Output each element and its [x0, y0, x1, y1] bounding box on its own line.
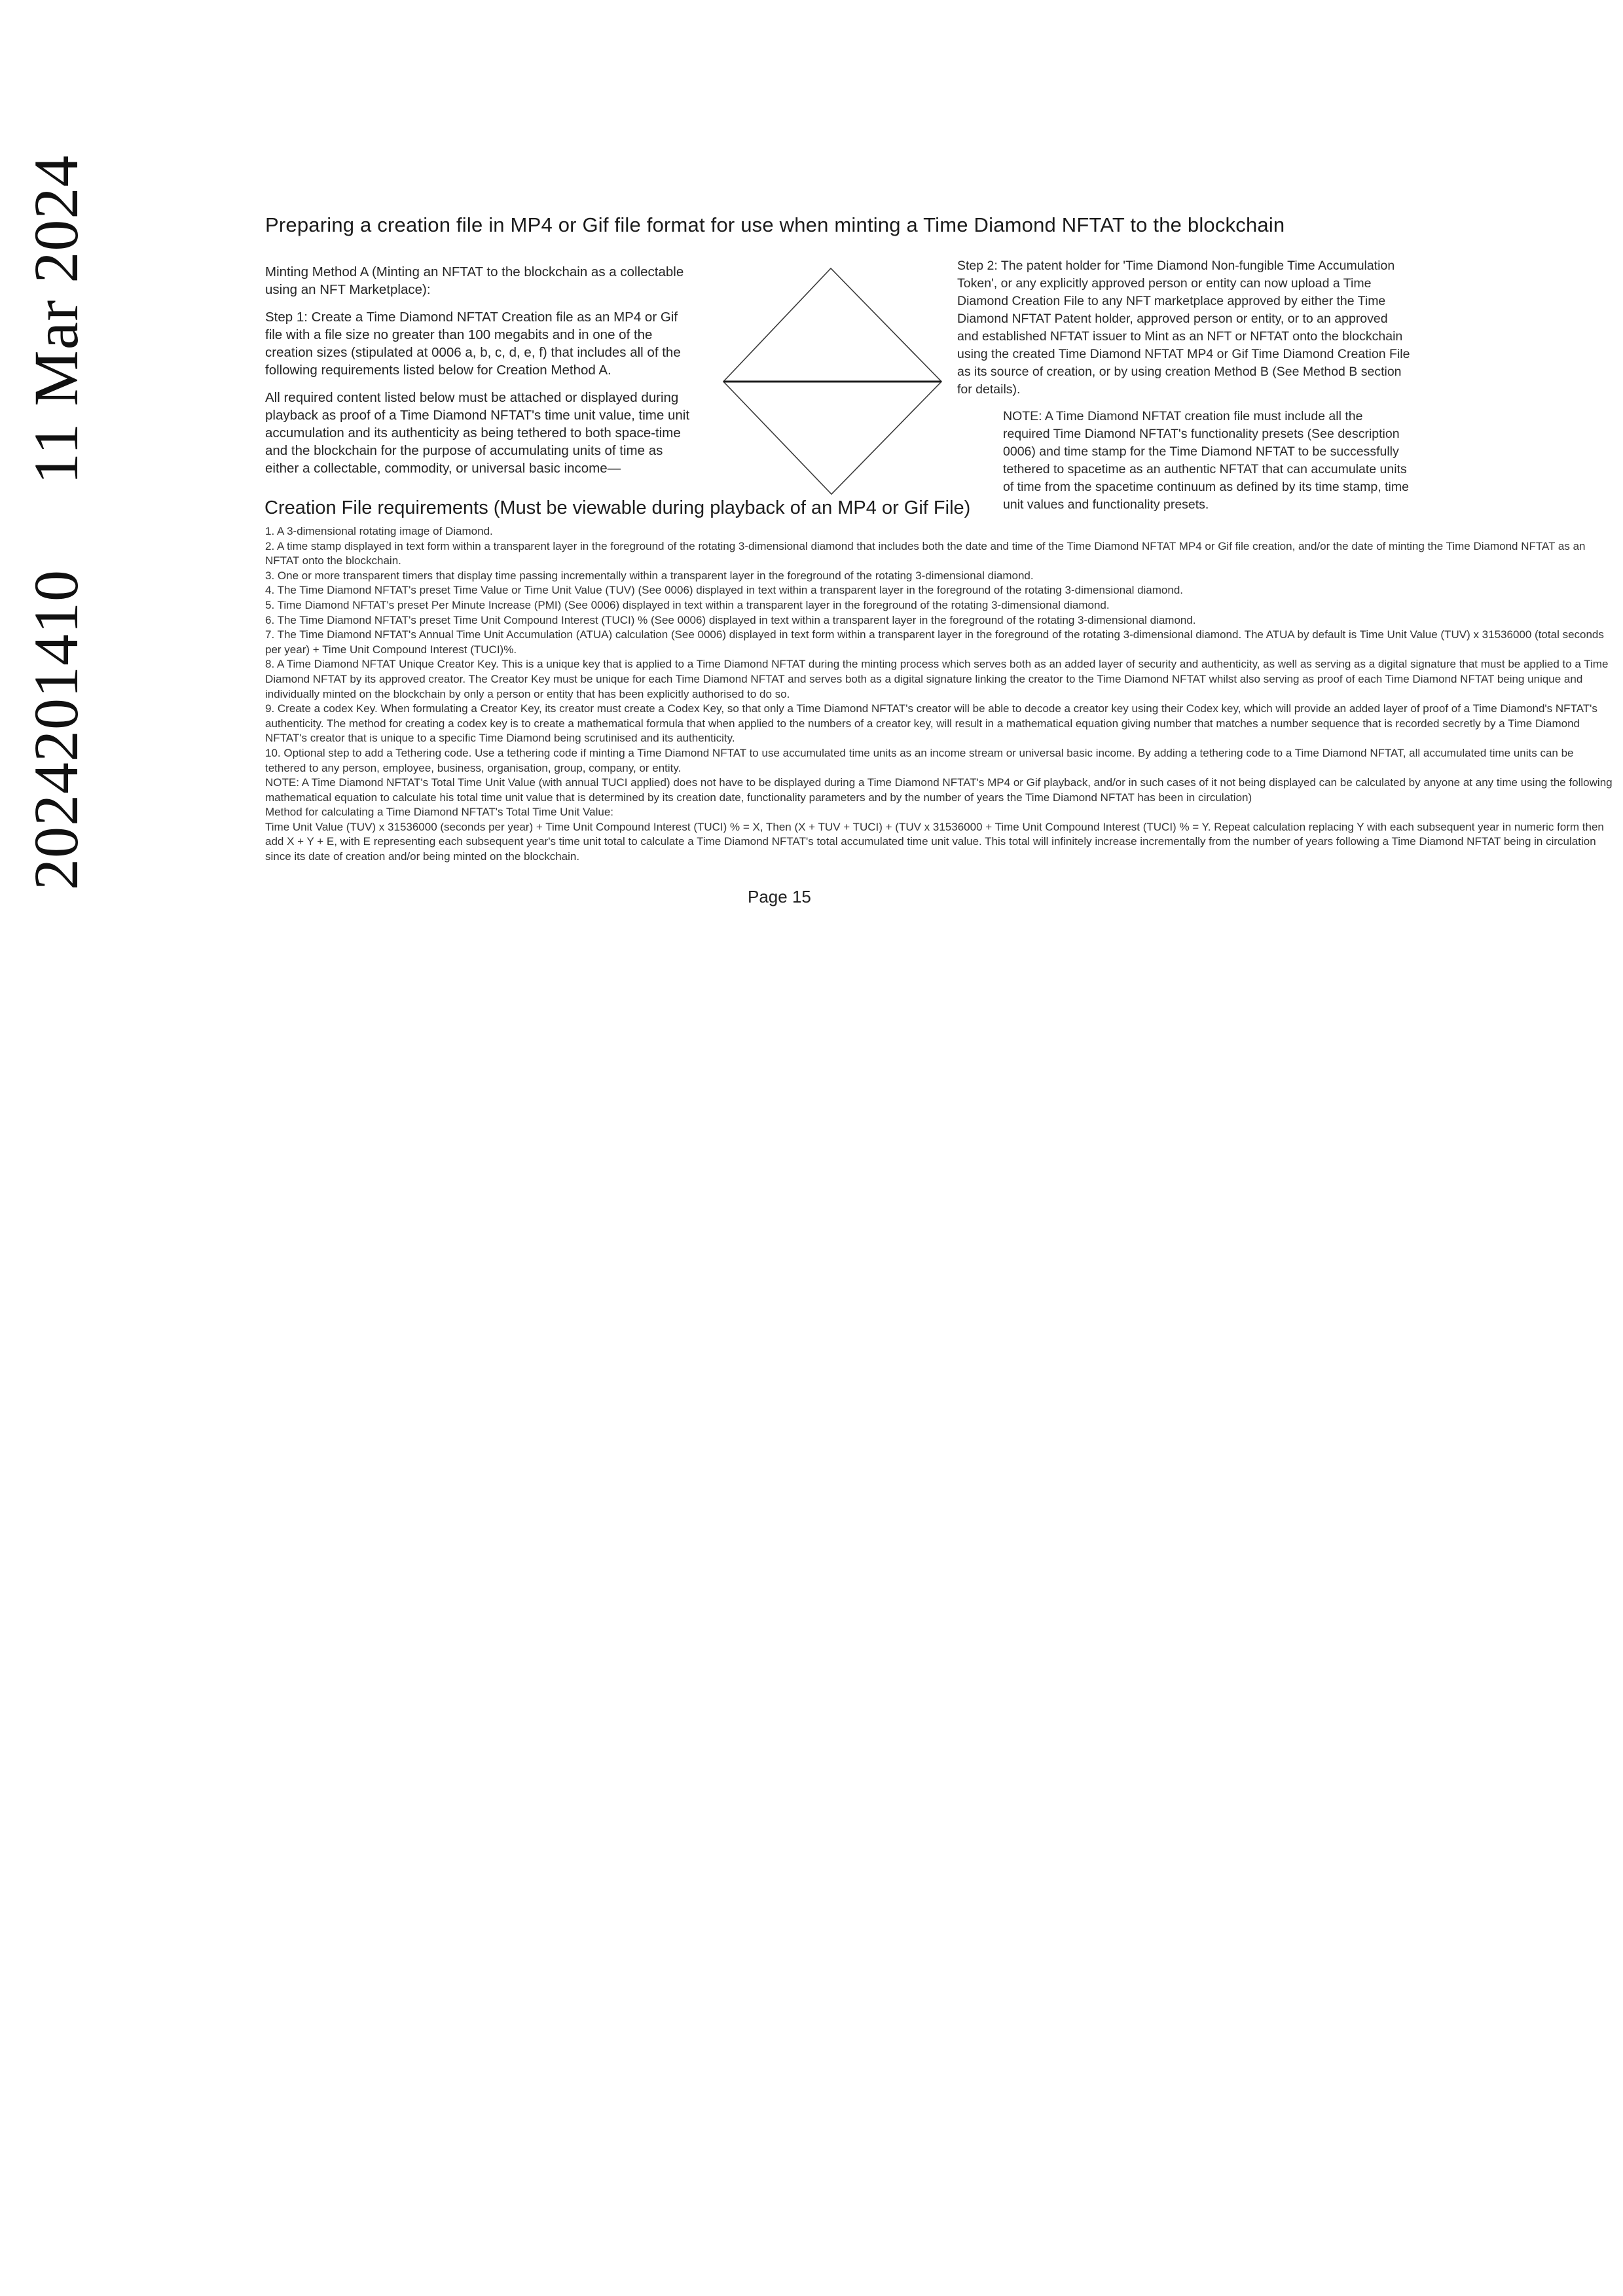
requirement-item-1: 1. A 3-dimensional rotating image of Diamond. — [265, 525, 493, 537]
method-heading: Method for calculating a Time Diamond NFTAT's Total Time Unit Value: — [265, 806, 614, 819]
total-value-note: NOTE: A Time Diamond NFTAT's Total Time Unit Value (with annual TUCI applied) does not have to be displayed during a Time Diamond NFTAT's MP4 or Gif playback, and/or in such cases of it not being displayed can be calculated by anyone at any time using the following mathematical equation to calculate his total time unit value that is determined by its creation date, functionality parameters and by the number of years the Time Diamond NFTAT has been in circulation) — [265, 776, 1613, 804]
diamond-figure — [723, 268, 942, 495]
requirement-item-9: 9. Create a codex Key. When formulating a Creator Key, its creator must create a Codex Key, so that only a Time Diamond NFTAT's creator will be able to decode a creator key using their Codex key, which will provide an added layer of proof of a Time Diamond's NFTAT's authenticity. The method for creating a codex key is to create a mathematical formula that when applied to the numbers of a creator key, will result in a mathematical equation giving number that matches a number sequence that is recorded secretly by a Time Diamond NFTAT's creator that is unique to a specific Time Diamond being scrutinised and its authenticity. — [265, 702, 1597, 745]
page-number: Page 15 — [748, 887, 811, 906]
page-title: Preparing a creation file in MP4 or Gif file format for use when minting a Time Diamond NFTAT to the blockchain — [265, 213, 1285, 236]
method-text: Time Unit Value (TUV) x 31536000 (seconds per year) + Time Unit Compound Interest (TUCI) % = X, Then (X + TUV + TUCI) + (TUV x 31536000 + Time Unit Compound Interest (TUCI) % = Y. Repeat calculation replacing Y with each subsequent year in numeric form then add X + Y + E, with E representing each subsequent year's time unit total to calculate a Time Diamond NFTAT's total accumulated time unit value. This total will infinitely increase incrementally from the number of years following a Time Diamond NFTAT being in circulation since its date of creation and/or being minted on the blockchain. — [265, 820, 1604, 863]
requirements-heading: Creation File requirements (Must be viewable during playback of an MP4 or Gif File) — [264, 497, 971, 518]
requirement-item-10: 10. Optional step to add a Tethering code. Use a tethering code if minting a Time Diamond NFTAT to use accumulated time units as an income stream or universal basic income. By adding a tethering code to a Time Diamond NFTAT, all accumulated time units can be tethered to any person, employee, business, organisation, group, company, or entity. — [265, 746, 1574, 774]
filing-date: 11 Mar 2024 — [21, 154, 91, 484]
requirement-item-3: 3. One or more transparent timers that display time passing incrementally within a transparent layer in the foreground of the rotating 3-dimensional diamond. — [265, 569, 1034, 582]
requirement-item-2: 2. A time stamp displayed in text form within a transparent layer in the foreground of the rotating 3-dimensional diamond that includes both the date and time of the Time Diamond NFTAT MP4 or Gif file creation, and/or the date of minting the Time Diamond NFTAT as an NFTAT onto the blockchain. — [265, 539, 1586, 567]
requirement-item-8: 8. A Time Diamond NFTAT Unique Creator Key. This is a unique key that is applied to a Time Diamond NFTAT during the minting process which serves both as an added layer of security and authenticity, as well as serving as a digital signature that must be applied to a Time Diamond NFTAT by its approved creator. The Creator Key must be unique for each Time Diamond NFTAT and serves both as a digital signature linking the creator to the Time Diamond NFTAT whilst also serving as proof of each Time Diamond NFTAT being unique and individually minted on the blockchain by only a person or entity that has been explicitly authorised to do so. — [265, 658, 1609, 700]
step1-paragraph: Step 1: Create a Time Diamond NFTAT Creation file as an MP4 or Gif file with a file size no greater than 100 megabits and in one of the creation sizes (stipulated at 0006 a, b, c, d, e, f) that includes all of the following requirements listed below for Creation Method A. — [265, 310, 681, 378]
requirements-list — [265, 524, 1613, 865]
right-note-paragraph: NOTE: A Time Diamond NFTAT creation file must include all the required Time Diamond NFTAT's functionality presets (See description 0006) and time stamp for the Time Diamond NFTAT to be successfully tethered to spacetime as an authentic NFTAT that can accumulate units of time from the spacetime continuum as defined by its time stamp, time unit values and functionality presets. — [1003, 409, 1409, 512]
requirement-item-5: 5. Time Diamond NFTAT's preset Per Minute Increase (PMI) (See 0006) displayed in text within a transparent layer in the foreground of the rotating 3-dimensional diamond. — [265, 598, 1110, 611]
left-column — [265, 263, 697, 487]
step2-paragraph: Step 2: The patent holder for 'Time Diamond Non-fungible Time Accumulation Token', or any explicitly approved person or entity can now upload a Time Diamond Creation File to any NFT marketplace approved by either the Time Diamond NFTAT Patent holder, approved person or entity, or to an approved and established NFTAT issuer to Mint as an NFT or NFTAT onto the blockchain using the created Time Diamond NFTAT MP4 or Gif Time Diamond Creation File as its source of creation, or by using creation Method B (See Method B section for details). — [957, 259, 1410, 397]
requirement-item-4: 4. The Time Diamond NFTAT's preset Time Value or Time Unit Value (TUV) (See 0006) displayed in text within a transparent layer in the foreground of the rotating 3-dimensional diamond. — [265, 584, 1184, 597]
minting-method-a-paragraph: Minting Method A (Minting an NFTAT to the blockchain as a collectable using an NFT Marketplace): — [265, 264, 684, 297]
required-content-paragraph: All required content listed below must be attached or displayed during playback as proof of a Time Diamond NFTAT's time unit value, time unit accumulation and its authenticity as being tethered to both space-time and the blockchain for the purpose of accumulating units of time as either a collectable, commodity, or universal basic income— — [265, 390, 690, 476]
requirement-item-6: 6. The Time Diamond NFTAT's preset Time Unit Compound Interest (TUCI) % (See 0006) displayed in text within a transparent layer in the foreground of the rotating 3-dimensional diamond. — [265, 613, 1196, 626]
requirement-item-7: 7. The Time Diamond NFTAT's Annual Time Unit Accumulation (ATUA) calculation (See 0006) displayed in text form within a transparent layer in the foreground of the rotating 3-dimensional diamond. The ATUA by default is Time Unit Value (TUV) x 31536000 (total seconds per year) + Time Unit Compound Interest (TUCI)%. — [265, 628, 1604, 656]
right-column — [957, 257, 1412, 514]
application-number: 2024201410 — [21, 569, 91, 890]
patent-margin-strip — [20, 154, 98, 890]
